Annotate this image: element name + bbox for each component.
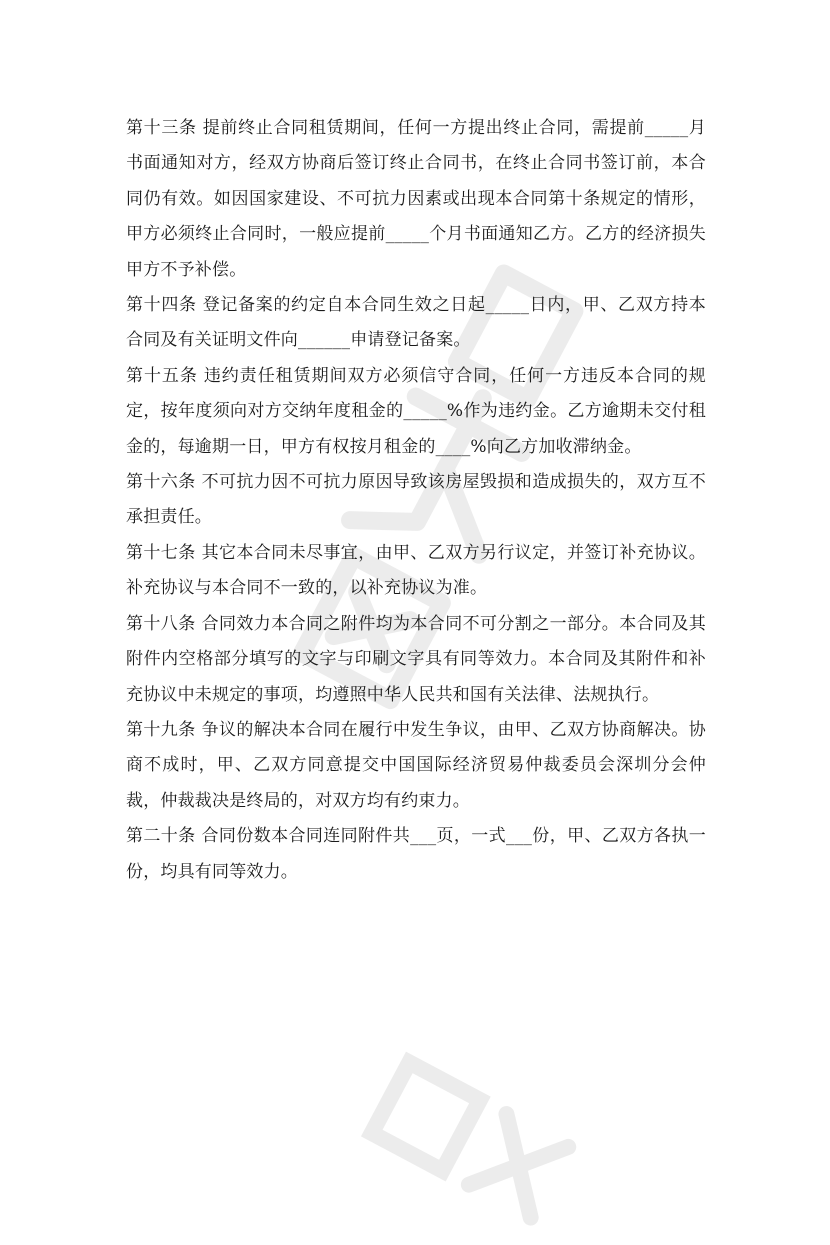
- clause-number: 第十九条: [126, 719, 196, 740]
- clause-17: [126, 536, 706, 607]
- clause-text: 其它本合同未尽事宜，由甲、乙双方另行议定，并签订补充协议。补充协议与本合同不一致的，以补充协议为准。: [126, 542, 706, 599]
- clause-15: [126, 359, 706, 465]
- clause-number: 第二十条: [126, 826, 196, 847]
- clause-text: 提前终止合同租赁期间，任何一方提出终止合同，需提前_____月书面通知对方，经双方协商后签订终止合同书，在终止合同书签订前，本合同仍有效。如因国家建设、不可抗力因素或出现本合同第十条规定的情形，甲方必须终止合同时，一般应提前_____个月书面通知乙方。乙方的经济损失甲方不予补偿。: [126, 118, 706, 280]
- clause-number: 第十八条: [126, 613, 196, 634]
- clause-13: [126, 111, 706, 288]
- contract-body: [126, 111, 706, 890]
- clause-number: 第十六条: [126, 472, 196, 493]
- clause-text: 违约责任租赁期间双方必须信守合同，任何一方违反本合同的规定，按年度须向对方交纳年度租金的_____%作为违约金。乙方逾期未交付租金的，每逾期一日，甲方有权按月租金的____%向乙方加收滞纳金。: [126, 365, 706, 457]
- clause-16: [126, 465, 706, 536]
- clause-text: 登记备案的约定自本合同生效之日起_____日内，甲、乙双方持本合同及有关证明文件向______申请登记备案。: [126, 295, 706, 351]
- clause-20: [126, 819, 706, 890]
- clause-number: 第十三条: [126, 118, 197, 138]
- clause-text: 合同份数本合同连同附件共___页，一式___份，甲、乙双方各执一份，均具有同等效力。: [126, 826, 706, 882]
- clause-text: 争议的解决本合同在履行中发生争议，由甲、乙双方协商解决。协商不成时，甲、乙双方同意提交中国国际经济贸易仲裁委员会深圳分会仲裁，仲裁裁决是终局的，对双方均有约束力。: [126, 719, 706, 811]
- clause-number: 第十四条: [126, 295, 197, 316]
- clause-19: [126, 713, 706, 819]
- watermark-logo-bottom: [345, 1035, 596, 1244]
- clause-text: 不可抗力因不可抗力原因导致该房屋毁损和造成损失的，双方互不承担责任。: [126, 472, 706, 528]
- clause-number: 第十五条: [126, 365, 198, 386]
- clause-14: [126, 288, 706, 359]
- clause-text: 合同效力本合同之附件均为本合同不可分割之一部分。本合同及其附件内空格部分填写的文字与印刷文字具有同等效力。本合同及其附件和补充协议中未规定的事项，均遵照中华人民共和国有关法律、法规执行。: [126, 613, 706, 705]
- clause-number: 第十七条: [126, 542, 196, 563]
- clause-18: [126, 607, 706, 713]
